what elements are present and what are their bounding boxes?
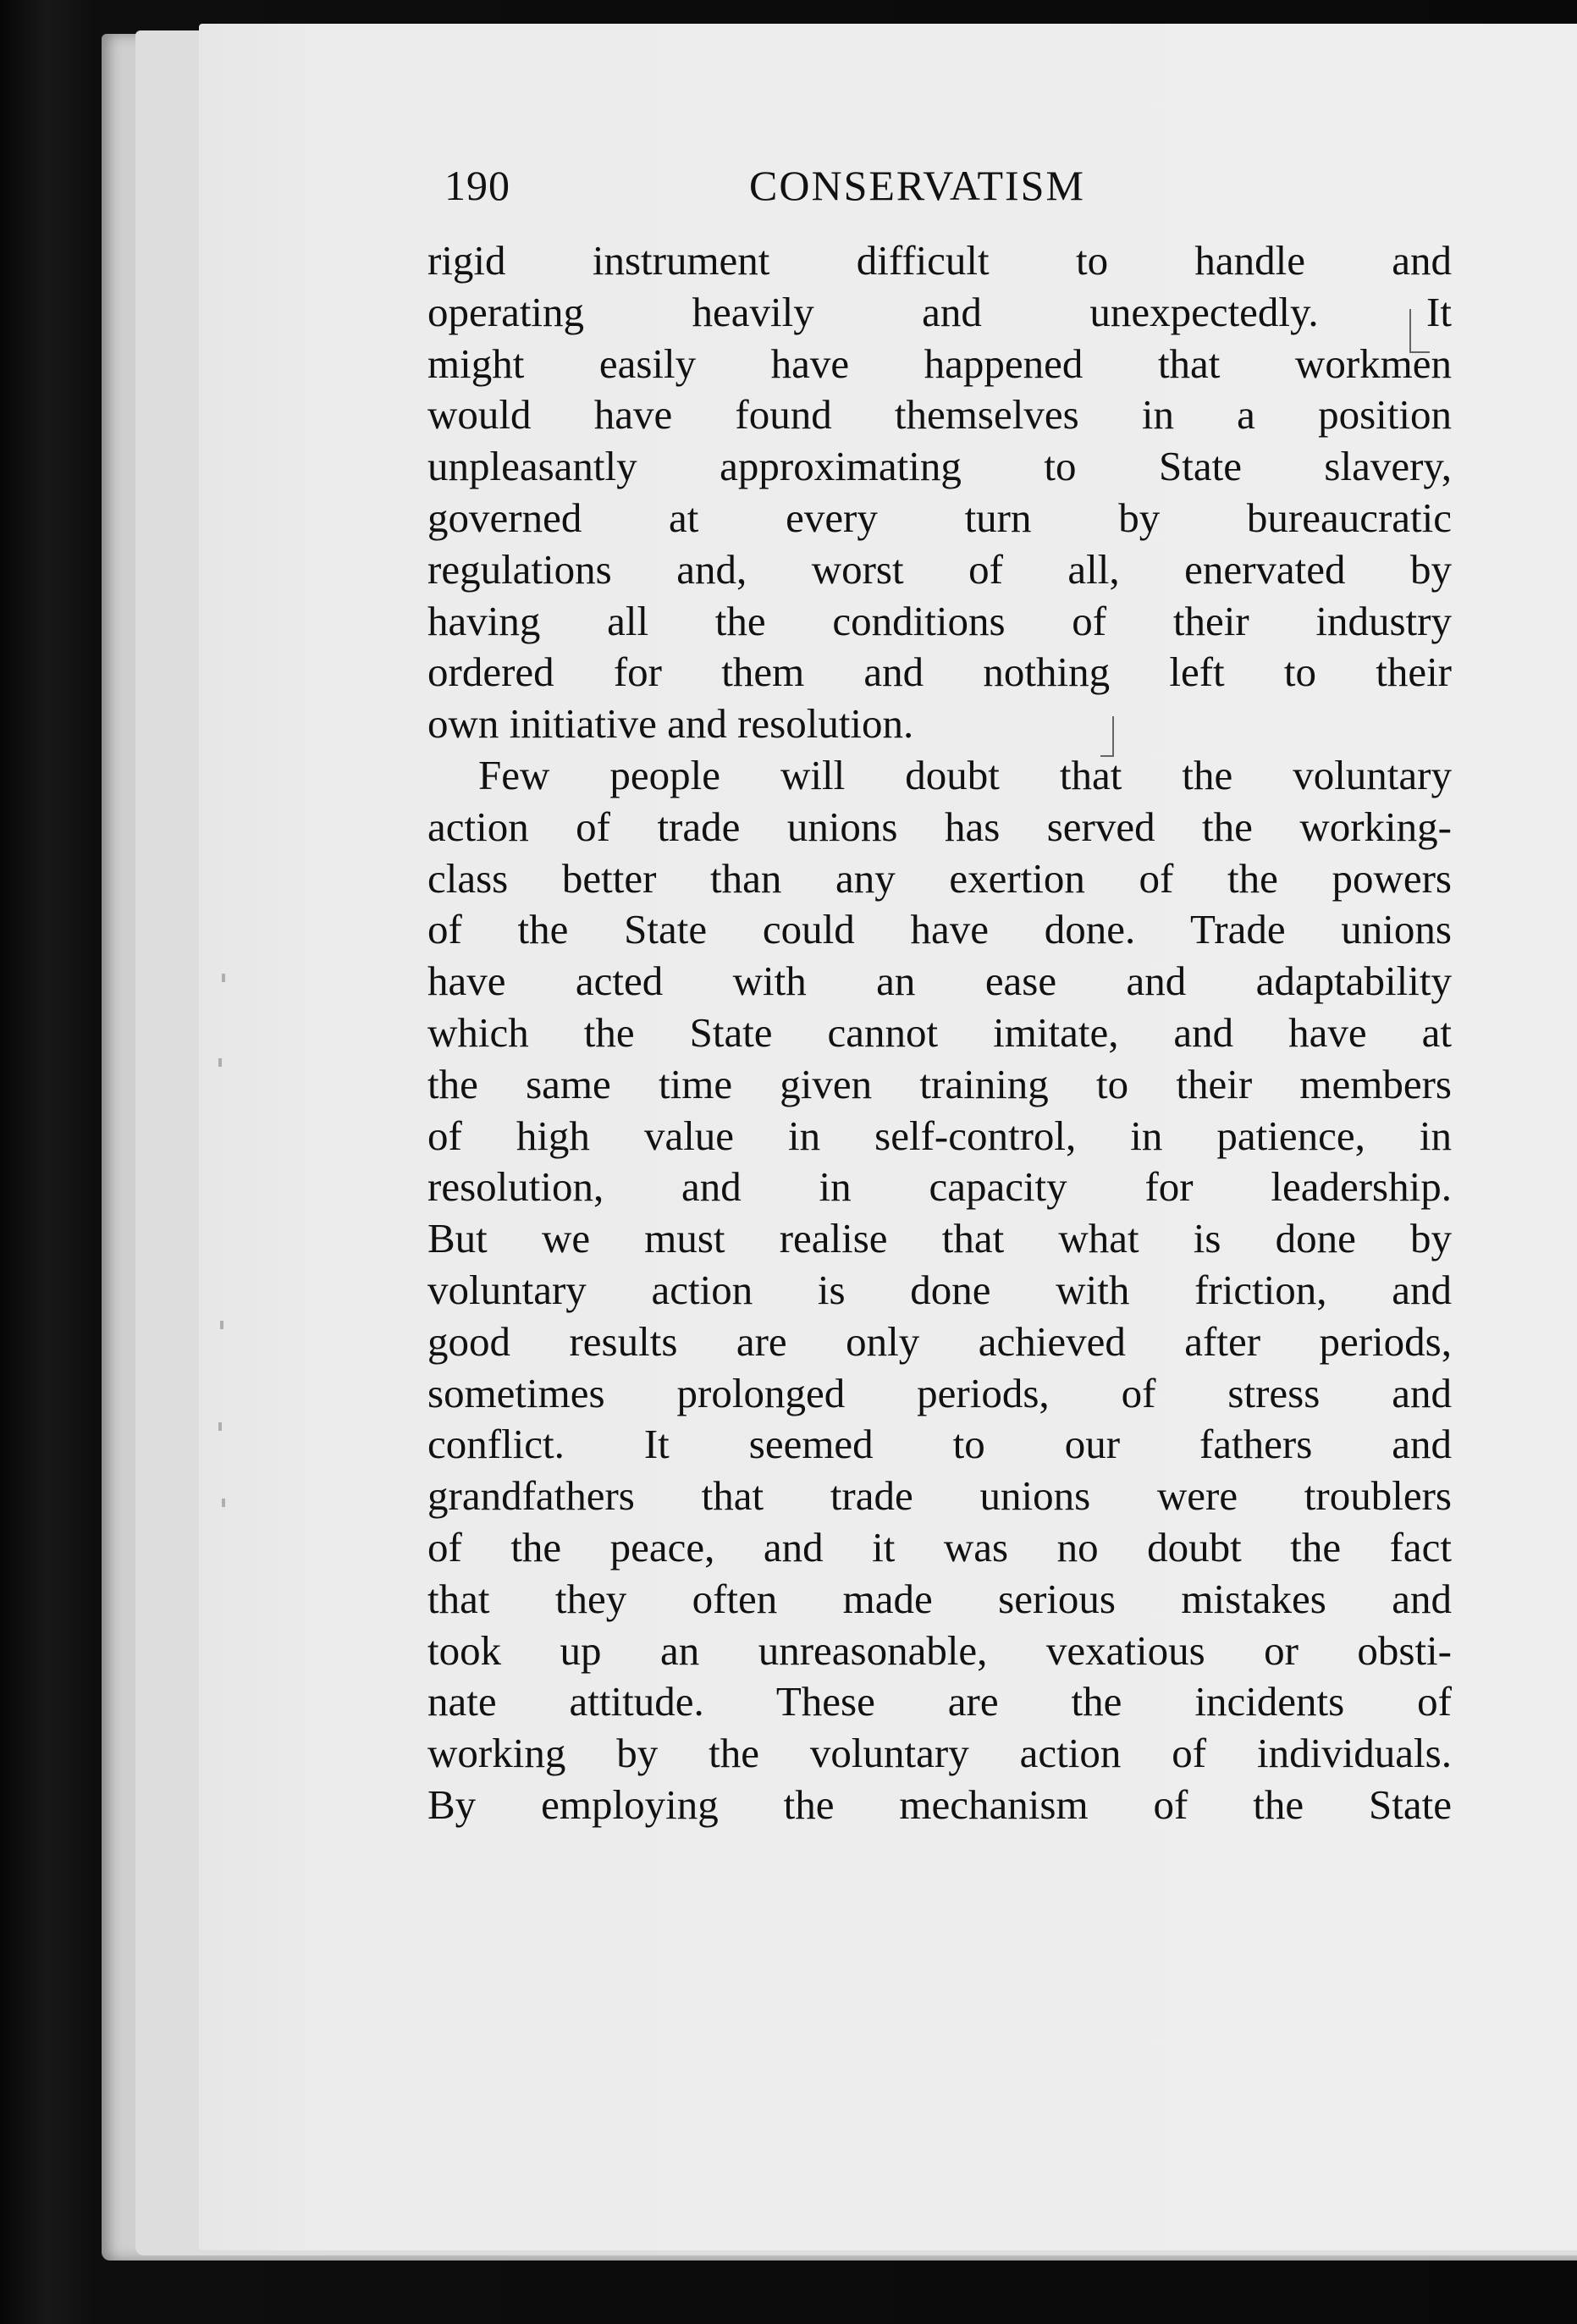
text-line: that they often made serious mistakes and [427,1575,1452,1622]
text-line: governed at every turn by bureaucratic [427,494,1452,541]
text-line: conflict. It seemed to our fathers and [427,1421,1452,1468]
text-line: would have found themselves in a position [427,391,1452,439]
text-line: unpleasantly approximating to State slavery, [427,443,1452,490]
text-line: good results are only achieved after periods, [427,1317,1452,1365]
text-line: operating heavily and unexpectedly. It [427,288,1452,335]
text-line: voluntary action is done with friction, and [427,1266,1452,1313]
text-line: class better than any exertion of the powers [427,854,1452,902]
page-speck [218,1058,222,1067]
text-line: took up an unreasonable, vexatious or obsti- [427,1626,1452,1674]
text-line: which the State cannot imitate, and have at [427,1008,1452,1056]
text-line: the same time given training to their members [427,1060,1452,1107]
page-speck [222,1499,225,1507]
text-line: ordered for them and nothing left to their [427,649,1452,696]
text-line: have acted with an ease and adaptability [427,958,1452,1005]
text-line: Few people will doubt that the voluntary [478,751,1452,798]
text-line: resolution, and in capacity for leadership. [427,1163,1452,1211]
page-speck [220,1321,223,1329]
body-text [427,235,1452,1831]
text-line: rigid instrument difficult to handle and [427,237,1452,284]
text-line: working by the voluntary action of individuals. [427,1730,1452,1777]
text-line: of the State could have done. Trade unions [427,906,1452,953]
paragraph-1 [427,235,1452,750]
text-line: regulations and, worst of all, enervated by [427,545,1452,593]
page-speck [218,1422,222,1431]
text-line: having all the conditions of their industry [427,597,1452,644]
text-line: nate attitude. These are the incidents of [427,1678,1452,1725]
running-head-title: CONSERVATISM [749,162,1085,209]
text-line: of the peace, and it was no doubt the fact [427,1523,1452,1570]
paragraph-2 [427,750,1452,1831]
page-number: 190 [444,162,510,209]
text-line: sometimes prolonged periods, of stress and [427,1369,1452,1416]
text-line: But we must realise that what is done by [427,1215,1452,1262]
text-line: of high value in self-control, in patience, in [427,1112,1452,1159]
page-speck [222,974,225,982]
margin-bracket-mark [1100,716,1114,757]
margin-bracket-mark [1409,309,1430,353]
running-head [444,161,1181,220]
text-line: action of trade unions has served the working- [427,803,1452,850]
text-line: own initiative and resolution. [427,700,914,748]
text-line: might easily have happened that workmen [427,339,1452,387]
text-line: By employing the mechanism of the State [427,1780,1452,1828]
text-line: grandfathers that trade unions were troublers [427,1472,1452,1520]
